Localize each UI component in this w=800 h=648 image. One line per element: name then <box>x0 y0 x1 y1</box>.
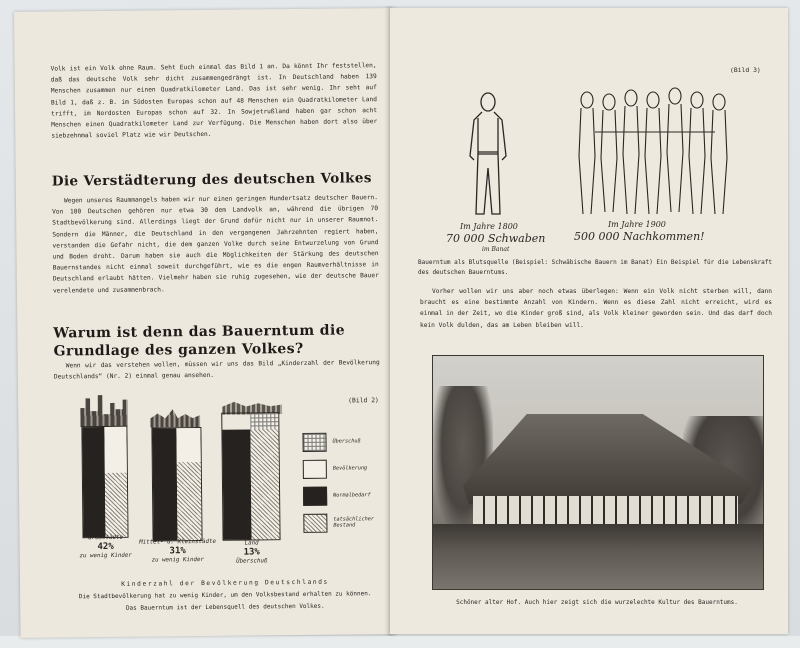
bar-pct-grossstaedte: 42% <box>97 541 114 553</box>
legend-label-normal: Normalbedarf <box>333 492 371 499</box>
bar-note-land: Überschuß <box>236 558 268 565</box>
right-page <box>390 8 788 634</box>
label-1800: Im Jahre 1800 <box>460 222 518 231</box>
legend-label-population: Bevölkerung <box>332 465 368 472</box>
bar-note-grossstaedte: zu wenig Kinder <box>79 552 132 560</box>
bar-grossstaedte-actual <box>105 473 128 537</box>
bar-label-mittelstaedte <box>138 538 218 566</box>
figure-caption-title: Kinderzahl der Bevölkerung Deutschlands <box>121 578 329 588</box>
bar-pct-land: 13% <box>243 547 260 558</box>
bar-label-grossstaedte <box>65 534 145 562</box>
bar-label-land <box>212 539 292 567</box>
ground <box>433 524 763 589</box>
bar-grossstaedte-normal <box>82 427 105 537</box>
bar-mittelstaedte-normal <box>152 428 177 540</box>
bar-name-mittelstaedte: Mittel- u. Kleinstädte <box>139 538 217 546</box>
legend-swatch-actual <box>303 514 327 533</box>
bar-mittelstaedte <box>152 428 201 540</box>
figure-caption-line2: Das Bauerntum ist der Lebensquell des deutschen Volkes. <box>125 602 325 612</box>
intro-paragraph: Volk ist ein Volk ohne Raum. Seht Euch einmal das Bild 1 an. Da könnt Ihr feststellen, daß das deutsche Volk sehr dicht zusammengedrängt ist. In Deutschland haben 139 Menschen zusammen nur einen Quadratkilometer Land. Das ist sehr wenig. Ihr seht auf Bild 1, daß z. B. im Südosten Europas schon auf 48 Menschen ein Quadratkilometer Land trifft, im Nordosten Europas schon auf 32. In Sowjetrußland haben gar schon acht Menschen einen Quadratkilometer Land zur Verfügung. Die Menschen haben dort also über siebzehnmal soviel Platz wie wir Deutschen. <box>50 62 378 140</box>
figure-tag-bild2: (Bild 2) <box>348 396 379 405</box>
figure3-caption: Bauerntum als Blutsquelle (Beispiel: Schwäbische Bauern im Banat) Ein Beispiel für die Lebenskraft des deutschen Bauerntums. <box>418 259 773 276</box>
bar-name-land: Land <box>244 540 259 547</box>
children-chart <box>14 8 397 648</box>
figure-caption-line1: Die Stadtbevölkerung hat zu wenig Kinder, um den Volksbestand erhalten zu können. <box>78 590 372 601</box>
paragraph-bild2: Wenn wir das verstehen wollen, müssen wir uns das Bild „Kinderzahl der Bevölkerung Deutschlands“ (Nr. 2) einmal genau ansehen. <box>53 359 380 381</box>
city-skyline-icon <box>80 395 130 428</box>
right-paragraph: Vorher wollen wir uns aber noch etwas überlegen: Wenn ein Volk nicht sterben will, dann braucht es eine bestimmte Anzahl von Kindern. Wenn es diese Zahl nicht erreicht, wird es einmal in der Zeit, wo die Kinder groß sind, als Volk kleiner geworden sein. Und das darf doch kein Volk dulden, das am Leben bleiben will. <box>420 288 772 329</box>
count-1900: 500 000 Nachkommen! <box>574 230 705 243</box>
bar-name-grossstaedte: Großstädte <box>88 534 124 542</box>
legend-swatch-surplus <box>302 433 326 452</box>
bar-pct-mittelstaedte: 31% <box>169 546 186 557</box>
figure-tag-bild3: (Bild 3) <box>730 66 761 74</box>
paragraph-verstaedterung: Wegen unseres Raummangels haben wir nur einen geringen Hundertsatz deutscher Bauern. Von 100 Deutschen gehören nur etwa 30 dem Landvolk an, während die übrigen 70 Stadtbevölkerung sind. Allerdings liegt der Grund dafür nicht nur in unserer Raumnot. Sondern die Männer, die Deutschland in den vergangenen Jahrzehnten regiert haben, verstanden die Gefahr nicht, die dem ganzen Volke durch seine Entwurzelung von Grund und Boden droht. Darum haben sie auch die Möglichkeiten der Stärkung des deutschen Bauernstandes nicht einmal soweit durchgeführt, wie es die engen Raumverhältnisse in Deutschland erlaubt hätten. Vielmehr haben sie ruhig zugesehen, wie der deutsche Bauer verelendete und zusammenbrach. <box>52 194 379 295</box>
legend-swatch-normal <box>303 487 327 506</box>
legend-label-surplus: Überschuß <box>332 438 361 445</box>
single-farmer-illustration <box>460 90 516 220</box>
label-1900: Im Jahre 1900 <box>608 220 666 229</box>
bar-grossstaedte-population <box>104 427 126 473</box>
bar-mittelstaedte-actual <box>177 462 202 540</box>
town-icon <box>150 407 200 428</box>
legend-swatch-population <box>303 460 327 479</box>
legend-label-actual: tatsächlicher Bestand <box>333 516 374 529</box>
heading-verstaedterung: Die Verstädterung des deutschen Volkes <box>51 170 372 190</box>
heading-bauerntum: Warum ist denn das Bauerntum die Grundlage des ganzen Volkes? <box>53 322 346 360</box>
bar-mittelstaedte-population <box>176 428 200 462</box>
bar-note-mittelstaedte: zu wenig Kinder <box>151 556 204 564</box>
bar-land <box>222 413 279 540</box>
descendants-group-illustration <box>575 86 737 220</box>
house-wall <box>473 496 738 526</box>
bar-land-normal <box>222 429 251 539</box>
bar-grossstaedte <box>82 427 127 537</box>
left-page <box>14 8 397 638</box>
bar-land-surplus <box>250 413 278 429</box>
farmhouse-photo <box>432 355 764 590</box>
photo-caption: Schöner alter Hof. Auch hier zeigt sich die wurzelechte Kultur des Bauerntums. <box>456 599 738 606</box>
bar-land-actual <box>250 429 279 539</box>
sub-1800: im Banat <box>482 246 510 253</box>
count-1800: 70 000 Schwaben <box>446 232 546 245</box>
